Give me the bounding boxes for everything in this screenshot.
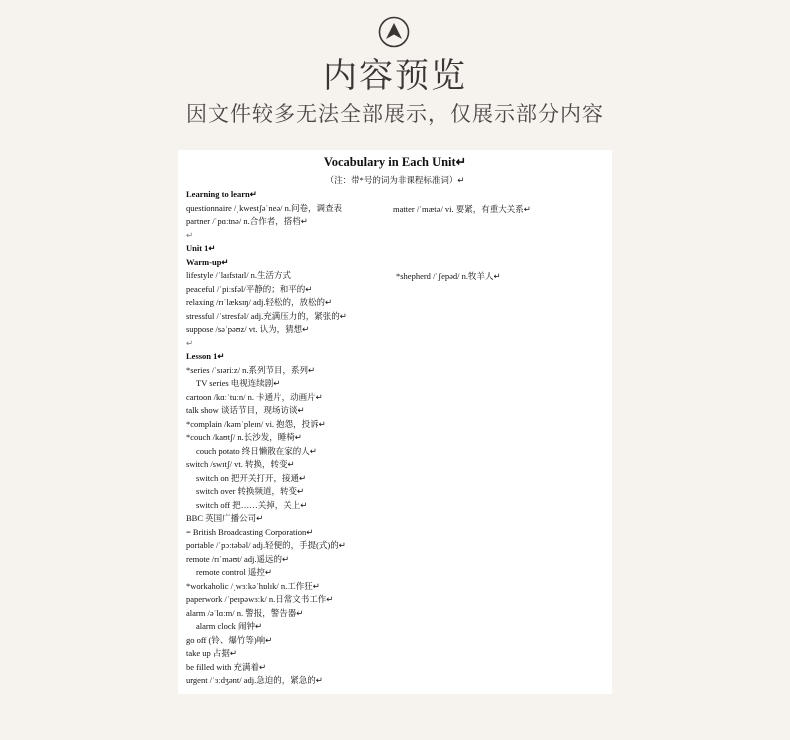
vocabulary-line: take up 占据↵	[186, 648, 238, 658]
vocabulary-line: suppose /səˈpəʊz/ vt. 认为，猜想↵	[186, 324, 310, 334]
section-heading: Unit 1↵	[186, 243, 216, 253]
vocabulary-line: urgent /ˈɜːdʒənt/ adj.急迫的，紧急的↵	[186, 675, 323, 685]
document-note: （注：带*号的词为非课程标准词）↵	[325, 175, 465, 185]
vocabulary-line: ↵	[186, 337, 194, 348]
section-heading: Lesson 1↵	[186, 351, 225, 361]
document-title: Vocabulary in Each Unit↵	[323, 155, 467, 169]
vocabulary-line: relaxing /rɪˈlæksɪŋ/ adj.轻松的，放松的↵	[186, 297, 333, 307]
vocabulary-list	[186, 188, 606, 688]
vocabulary-line: alarm /əˈlɑːm/ n. 警报，警告器↵	[186, 607, 304, 618]
vocabulary-line: stressful /ˈstresfəl/ adj.充满压力的，紧张的↵	[186, 310, 347, 321]
vocabulary-line: cartoon /kɑːˈtuːn/ n. 卡通片，动画片↵	[186, 391, 323, 402]
vocabulary-line: *workaholic /ˌwɜːkəˈhɒlɪk/ n.工作狂↵	[186, 580, 320, 591]
vocabulary-line: switch off 把……关掉，关上↵	[196, 499, 308, 510]
vocabulary-line: partner /ˈpɑːtnə/ n.合作者，搭档↵	[186, 216, 308, 226]
vocabulary-line: talk show 谈话节目，现场访谈↵	[186, 405, 305, 415]
vocabulary-line: be filled with 充满着↵	[186, 661, 267, 672]
vocabulary-line: *complain /kəmˈpleɪn/ vi. 抱怨，投诉↵	[186, 418, 326, 429]
vocabulary-line: *couch /kaʊtʃ/ n.长沙发，睡椅↵	[186, 432, 302, 442]
vocabulary-line: portable /ˈpɔːtəbəl/ adj.轻便的，手提(式)的↵	[186, 540, 346, 550]
vocabulary-line: BBC 英国广播公司↵	[186, 513, 264, 523]
vocabulary-line: ↵	[186, 229, 194, 240]
vocabulary-line: TV series 电视连续剧↵	[196, 378, 281, 388]
document-preview	[178, 150, 612, 694]
vocabulary-term-right: matter /ˈmætə/ vi. 要紧，有重大关系↵	[393, 204, 531, 214]
vocabulary-line: questionnaire /ˌkwestʃəˈneə/ n.问卷，调查表	[186, 202, 343, 213]
vocabulary-line: alarm clock 闹钟↵	[196, 621, 263, 631]
vocabulary-line: *series /ˈsɪəriːz/ n.系列节目，系列↵	[186, 364, 316, 375]
section-heading: Warm-up↵	[186, 256, 229, 267]
compass-logo-icon	[378, 16, 410, 48]
section-heading: Learning to learn↵	[186, 189, 257, 199]
vocabulary-line: switch /swɪtʃ/ vt. 转换，转变↵	[186, 459, 295, 469]
page-subtitle: 因文件较多无法全部展示，仅展示部分内容	[186, 102, 604, 126]
vocabulary-line: couch potato 终日懒散在家的人↵	[196, 445, 317, 456]
vocabulary-line: paperwork /ˈpeɪpəwɜːk/ n.日常文书工作↵	[186, 594, 334, 604]
page-title: 内容预览	[323, 56, 467, 96]
vocabulary-line: = British Broadcasting Corporation↵	[186, 526, 314, 537]
vocabulary-line: switch on 把开关打开，接通↵	[196, 472, 307, 483]
vocabulary-line: lifestyle /ˈlaɪfstaɪl/ n.生活方式	[186, 270, 292, 280]
vocabulary-line: remote /rɪˈməʊt/ adj.遥远的↵	[186, 553, 290, 564]
vocabulary-line: remote control 遥控↵	[196, 567, 273, 577]
vocabulary-term-right: *shepherd /ˈʃepəd/ n.牧羊人↵	[396, 271, 501, 281]
vocabulary-line: go off (铃、爆竹等)响↵	[186, 634, 273, 645]
vocabulary-line: peaceful /ˈpiːsfəl/平静的；和平的↵	[186, 283, 313, 294]
vocabulary-line: switch over 转换频道，转变↵	[196, 486, 305, 496]
